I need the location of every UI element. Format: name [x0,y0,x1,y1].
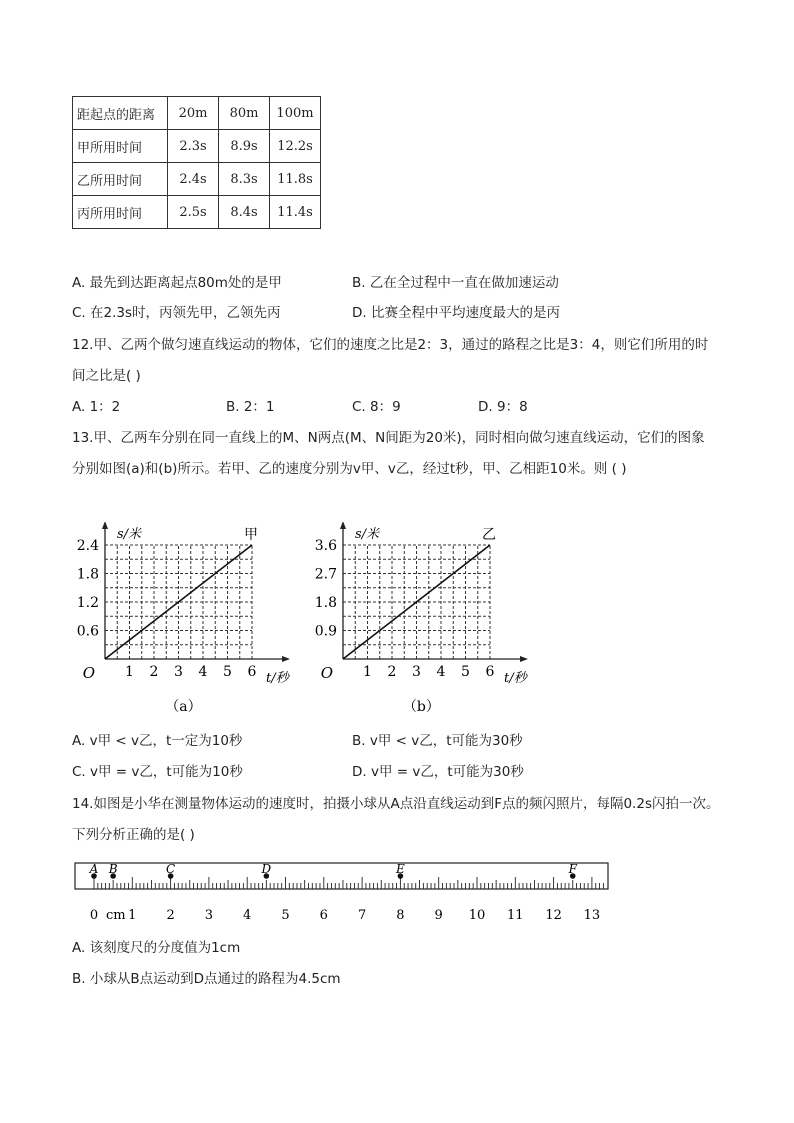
chart-b [308,522,538,722]
chart-a [70,522,300,722]
ball-position-label: D [261,862,272,876]
y-tick-label: 0.9 [314,623,337,640]
q11-option-b: B. 乙在全过程中一直在做加速运动 [352,275,559,291]
ruler-number: 10 [468,908,486,923]
table-cell: 11.4s [270,196,321,229]
ruler-number: 6 [319,908,328,923]
y-tick-label: 1.8 [314,595,337,611]
chart-caption: （b） [402,699,440,715]
q13-option-d: D. v甲 = v乙，t可能为30秒 [352,764,524,780]
table-cell: 距起点的距离 [73,97,168,130]
table-cell: 甲所用时间 [73,130,168,163]
x-tick-label: 3 [174,664,183,680]
table-cell: 2.3s [168,130,219,163]
q11-option-c: C. 在2.3s时，丙领先甲，乙领先丙 [72,305,281,321]
y-axis-arrow [102,522,108,529]
x-tick-label: 5 [461,664,470,680]
chart-caption: （a） [165,699,202,715]
q14-stem-line2: 下列分析正确的是( ) [72,827,195,843]
ball-position-label: C [166,862,176,876]
y-tick-label: 0.6 [76,623,99,640]
q12-option-d: D. 9：8 [478,399,528,415]
y-tick-label: 2.7 [314,566,337,583]
q12-option-b: B. 2：1 [226,399,275,415]
x-tick-label: 4 [198,664,208,680]
ruler-number: 5 [281,908,290,923]
table-cell: 20m [168,97,219,130]
q13-stem-line1: 13.甲、乙两车分别在同一直线上的M、N两点(M、N间距为20米)，同时相向做匀速直线运动，它们的图象 [72,430,705,446]
ruler-number: 0 [89,908,99,923]
y-tick-label: 3.6 [314,538,337,554]
q13-stem-line2: 分别如图(a)和(b)所示。若甲、乙的速度分别为v甲、v乙，经过t秒，甲、乙相距10米。则 ( ) [72,461,627,477]
q12-option-c: C. 8：9 [352,399,401,415]
table-cell: 丙所用时间 [73,196,168,229]
table-row [73,130,321,163]
origin-label: O [320,664,333,682]
q14-option-b: B. 小球从B点运动到D点通过的路程为4.5cm [72,971,341,987]
x-axis-label: t/秒 [504,671,527,686]
q13-option-c: C. v甲 = v乙，t可能为10秒 [72,764,243,780]
y-tick-label: 1.8 [76,566,99,583]
q12-stem-line2: 间之比是( ) [72,368,141,384]
ruler-number: 3 [204,908,214,923]
ball-position-label: B [108,862,118,876]
table-cell: 2.5s [168,196,219,229]
x-axis-arrow [520,656,528,662]
q13-option-b: B. v甲 < v乙，t可能为30秒 [352,733,523,749]
ruler [70,856,615,928]
q11-option-a: A. 最先到达距离起点80m处的是甲 [72,275,282,291]
table-row [73,196,321,229]
x-tick-label: 5 [223,664,232,680]
x-axis-arrow [282,656,290,662]
series-label: 乙 [482,527,496,543]
origin-label: O [82,664,95,682]
distance-time-table [72,96,321,229]
y-tick-label: 1.2 [76,595,99,611]
x-tick-label: 1 [363,664,372,680]
ruler-number: 4 [243,908,252,923]
x-axis-label: t/秒 [266,671,289,686]
table-row [73,97,321,130]
table-cell: 8.3s [219,163,270,196]
table-cell: 100m [270,97,321,130]
x-tick-label: 2 [387,664,397,680]
ruler-number: 7 [357,908,367,923]
q13-option-a: A. v甲 < v乙，t一定为10秒 [72,733,243,749]
q11-option-d: D. 比赛全程中平均速度最大的是丙 [352,305,560,321]
y-axis-label: s/米 [117,527,142,542]
table-cell: 11.8s [270,163,321,196]
ball-position-label: F [568,862,577,876]
ruler-number: 12 [545,908,562,923]
y-axis-arrow [340,522,346,529]
q12-option-a: A. 1：2 [72,399,121,415]
table-cell: 8.4s [219,196,270,229]
x-tick-label: 4 [436,664,446,680]
table-cell: 12.2s [270,130,321,163]
x-tick-label: 3 [412,664,421,680]
ruler-number: 2 [166,908,175,923]
ruler-number: 1 [128,908,137,923]
q12-stem-line1: 12.甲、乙两个做匀速直线运动的物体，它们的速度之比是2：3，通过的路程之比是3：4，则它们所用的时 [72,337,709,353]
q14-stem-line1: 14.如图是小华在测量物体运动的速度时，拍摄小球从A点沿直线运动到F点的频闪照片，每隔0.2s闪拍一次。 [72,796,720,812]
table-row [73,163,321,196]
table-cell: 乙所用时间 [73,163,168,196]
ruler-number: 9 [434,908,443,923]
table-cell: 8.9s [219,130,270,163]
y-axis-label: s/米 [355,527,380,542]
x-tick-label: 6 [247,664,257,680]
ruler-number: 8 [396,908,405,923]
x-tick-label: 2 [149,664,159,680]
table-cell: 2.4s [168,163,219,196]
ruler-number: 11 [507,908,524,923]
x-tick-label: 6 [485,664,495,680]
table-cell: 80m [219,97,270,130]
x-tick-label: 1 [125,664,134,680]
q14-option-a: A. 该刻度尺的分度值为1cm [72,940,241,956]
ball-position-label: E [396,862,405,876]
ruler-number: 13 [583,908,601,923]
y-tick-label: 2.4 [76,538,99,554]
ruler-unit-label: cm [106,908,126,923]
ball-position-label: A [89,862,99,876]
series-label: 甲 [244,527,258,543]
